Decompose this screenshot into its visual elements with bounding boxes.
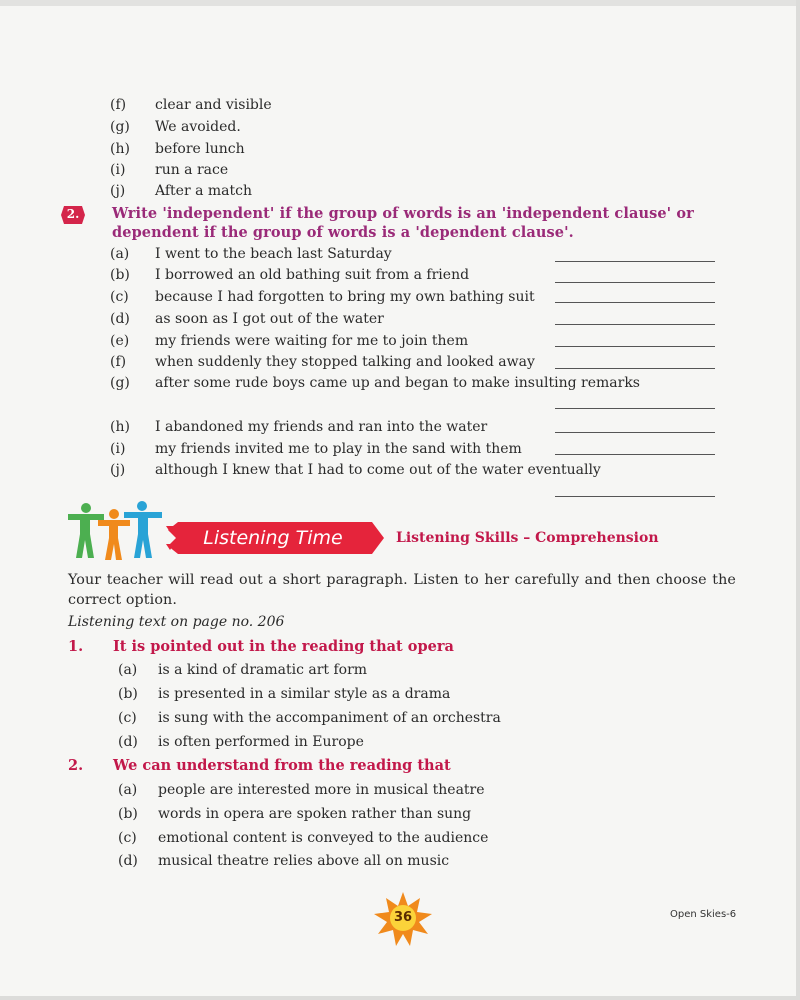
option-text: is a kind of dramatic art form xyxy=(158,662,368,678)
answer-blank[interactable] xyxy=(555,454,715,455)
listening-reference: Listening text on page no. 206 xyxy=(68,614,285,630)
item-text: when suddenly they stopped talking and looked away xyxy=(155,354,535,370)
item-text: clear and visible xyxy=(155,97,272,113)
item-label: (i) xyxy=(110,441,126,457)
option-label: (b) xyxy=(118,686,138,702)
question-number: 2. xyxy=(68,757,84,774)
option-label: (d) xyxy=(118,853,138,869)
question-number-badge xyxy=(60,204,86,226)
section-subtitle: Listening Skills – Comprehension xyxy=(396,530,659,546)
item-label: (j) xyxy=(110,462,126,478)
item-label: (f) xyxy=(110,354,127,370)
answer-blank[interactable] xyxy=(555,496,715,497)
question-number: 1. xyxy=(68,638,84,655)
option-text: is often performed in Europe xyxy=(158,734,364,750)
answer-blank[interactable] xyxy=(555,408,715,409)
item-text: my friends invited me to play in the sand with them xyxy=(155,441,522,457)
answer-blank[interactable] xyxy=(555,368,715,369)
page-edge xyxy=(796,0,800,1000)
option-text: is presented in a similar style as a drama xyxy=(158,686,451,702)
item-text: After a match xyxy=(155,183,253,199)
item-label: (c) xyxy=(110,289,129,305)
option-label: (b) xyxy=(118,806,138,822)
answer-blank[interactable] xyxy=(555,324,715,325)
answer-blank[interactable] xyxy=(555,282,715,283)
banner-title: Listening Time xyxy=(203,527,343,549)
children-figures-icon xyxy=(66,500,166,562)
item-text: although I knew that I had to come out of the water eventually xyxy=(155,462,601,478)
option-text: words in opera are spoken rather than sung xyxy=(158,806,472,822)
item-text: I borrowed an old bathing suit from a friend xyxy=(155,267,470,283)
item-text: I abandoned my friends and ran into the water xyxy=(155,419,488,435)
option-label: (c) xyxy=(118,830,137,846)
option-text: musical theatre relies above all on music xyxy=(158,853,450,869)
answer-blank[interactable] xyxy=(555,261,715,262)
page-number: 36 xyxy=(393,910,413,925)
option-label: (a) xyxy=(118,782,138,798)
instruction-line: dependent if the group of words is a 'dependent clause'. xyxy=(112,224,574,241)
item-text: before lunch xyxy=(155,141,245,157)
page-edge xyxy=(0,996,800,1000)
question-prompt: We can understand from the reading that xyxy=(113,757,451,774)
item-label: (f) xyxy=(110,97,127,113)
intro-paragraph: Your teacher will read out a short paragraph. Listen to her carefully and then choose the correct option. xyxy=(68,572,736,608)
answer-blank[interactable] xyxy=(555,432,715,433)
question-number: 2. xyxy=(66,207,80,221)
item-label: (h) xyxy=(110,419,130,435)
answer-blank[interactable] xyxy=(555,346,715,347)
option-text: emotional content is conveyed to the audience xyxy=(158,830,489,846)
item-label: (g) xyxy=(110,119,130,135)
option-label: (c) xyxy=(118,710,137,726)
option-text: people are interested more in musical theatre xyxy=(158,782,485,798)
item-text: as soon as I got out of the water xyxy=(155,311,384,327)
item-text: because I had forgotten to bring my own bathing suit xyxy=(155,289,535,305)
book-title: Open Skies-6 xyxy=(670,909,737,920)
instruction-line: Write 'independent' if the group of words is an 'independent clause' or xyxy=(112,205,694,222)
option-label: (d) xyxy=(118,734,138,750)
item-label: (g) xyxy=(110,375,130,391)
page-edge xyxy=(0,0,800,6)
listening-time-banner xyxy=(166,520,386,556)
item-label: (e) xyxy=(110,333,130,349)
item-text: We avoided. xyxy=(155,119,241,135)
question-instruction xyxy=(112,204,712,242)
option-label: (a) xyxy=(118,662,138,678)
option-text: is sung with the accompaniment of an orchestra xyxy=(158,710,501,726)
item-text: run a race xyxy=(155,162,229,178)
item-label: (b) xyxy=(110,267,130,283)
item-label: (d) xyxy=(110,311,130,327)
item-text: I went to the beach last Saturday xyxy=(155,246,392,262)
answer-blank[interactable] xyxy=(555,302,715,303)
item-label: (a) xyxy=(110,246,130,262)
page-number-star xyxy=(374,892,432,946)
item-text: after some rude boys came up and began to make insulting remarks xyxy=(155,375,640,391)
item-text: my friends were waiting for me to join them xyxy=(155,333,469,349)
item-label: (j) xyxy=(110,183,126,199)
item-label: (i) xyxy=(110,162,126,178)
item-label: (h) xyxy=(110,141,130,157)
question-prompt: It is pointed out in the reading that opera xyxy=(113,638,454,655)
